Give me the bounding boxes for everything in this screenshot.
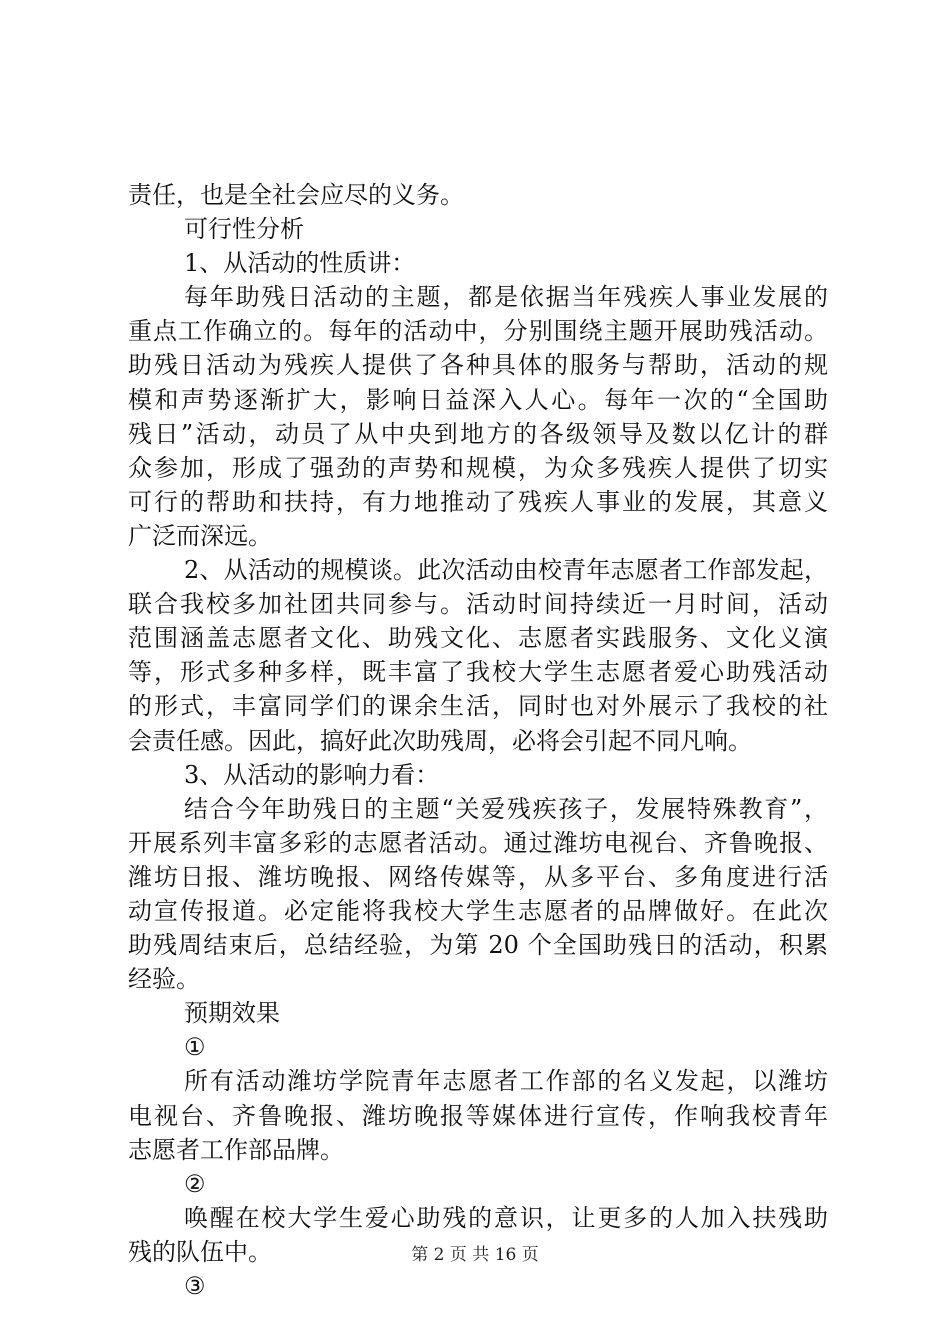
- document-body: [128, 178, 828, 1303]
- text-line: 等，形式多种多样，既丰富了我校大学生志愿者爱心助残活动: [128, 658, 828, 687]
- text-line: 责任，也是全社会应尽的义务。: [128, 181, 464, 209]
- text-line: 重点工作确立的。每年的活动中，分别围绕主题开展助残活动。: [128, 317, 828, 346]
- text-line: 动宣传报道。必定能将我校大学生志愿者的品牌做好。在此次: [128, 896, 828, 925]
- page-footer: 第 2 页 共 16 页: [411, 1245, 539, 1265]
- text-line: 志愿者工作部品牌。: [128, 1135, 344, 1164]
- text-line: 的形式，丰富同学们的课余生活，同时也对外展示了我校的社: [128, 692, 828, 721]
- text-line: 残的队伍中。: [128, 1237, 272, 1266]
- text-line: 可行性分析: [184, 215, 304, 244]
- text-line: 联合我校多加社团共同参与。活动时间持续近一月时间，活动: [128, 590, 828, 619]
- text-line: ②: [184, 1169, 206, 1198]
- text-line: 众参加，形成了强劲的声势和规模，为众多残疾人提供了切实: [128, 453, 828, 482]
- text-line: 电视台、齐鲁晚报、潍坊晚报等媒体进行宣传，作响我校青年: [128, 1101, 828, 1130]
- text-line: 残日”活动，动员了从中央到地方的各级领导及数以亿计的群: [128, 419, 828, 448]
- text-line: 会责任感。因此，搞好此次助残周，必将会引起不同凡响。: [128, 726, 752, 755]
- text-line: ③: [184, 1272, 206, 1300]
- text-line: 唤醒在校大学生爱心助残的意识，让更多的人加入扶残助: [184, 1203, 828, 1232]
- text-line: 潍坊日报、潍坊晚报、网络传媒等，从多平台、多角度进行活: [128, 862, 828, 891]
- text-line: 开展系列丰富多彩的志愿者活动。通过潍坊电视台、齐鲁晚报、: [128, 828, 828, 857]
- text-line: 3、从活动的影响力看：: [184, 760, 440, 789]
- text-line: 2、从活动的规模谈。此次活动由校青年志愿者工作部发起，: [184, 556, 828, 585]
- text-line: 助残周结束后，总结经验，为第 20 个全国助残日的活动，积累: [128, 931, 828, 960]
- text-line: 可行的帮助和扶持，有力地推动了残疾人事业的发展，其意义: [128, 487, 828, 516]
- text-line: 预期效果: [184, 999, 280, 1028]
- text-line: 范围涵盖志愿者文化、助残文化、志愿者实践服务、文化义演: [128, 624, 828, 653]
- text-line: 每年助残日活动的主题，都是依据当年残疾人事业发展的: [184, 283, 828, 312]
- text-line: 助残日活动为残疾人提供了各种具体的服务与帮助，活动的规: [128, 351, 828, 380]
- text-line: ①: [184, 1033, 206, 1062]
- text-line: 模和声势逐渐扩大，影响日益深入人心。每年一次的“全国助: [128, 385, 828, 414]
- text-line: 1、从活动的性质讲：: [184, 249, 416, 278]
- text-line: 广泛而深远。: [128, 521, 272, 550]
- text-line: 所有活动潍坊学院青年志愿者工作部的名义发起，以潍坊: [184, 1067, 828, 1096]
- text-line: 经验。: [128, 965, 200, 994]
- text-line: 结合今年助残日的主题“关爱残疾孩子，发展特殊教育”，: [184, 794, 828, 823]
